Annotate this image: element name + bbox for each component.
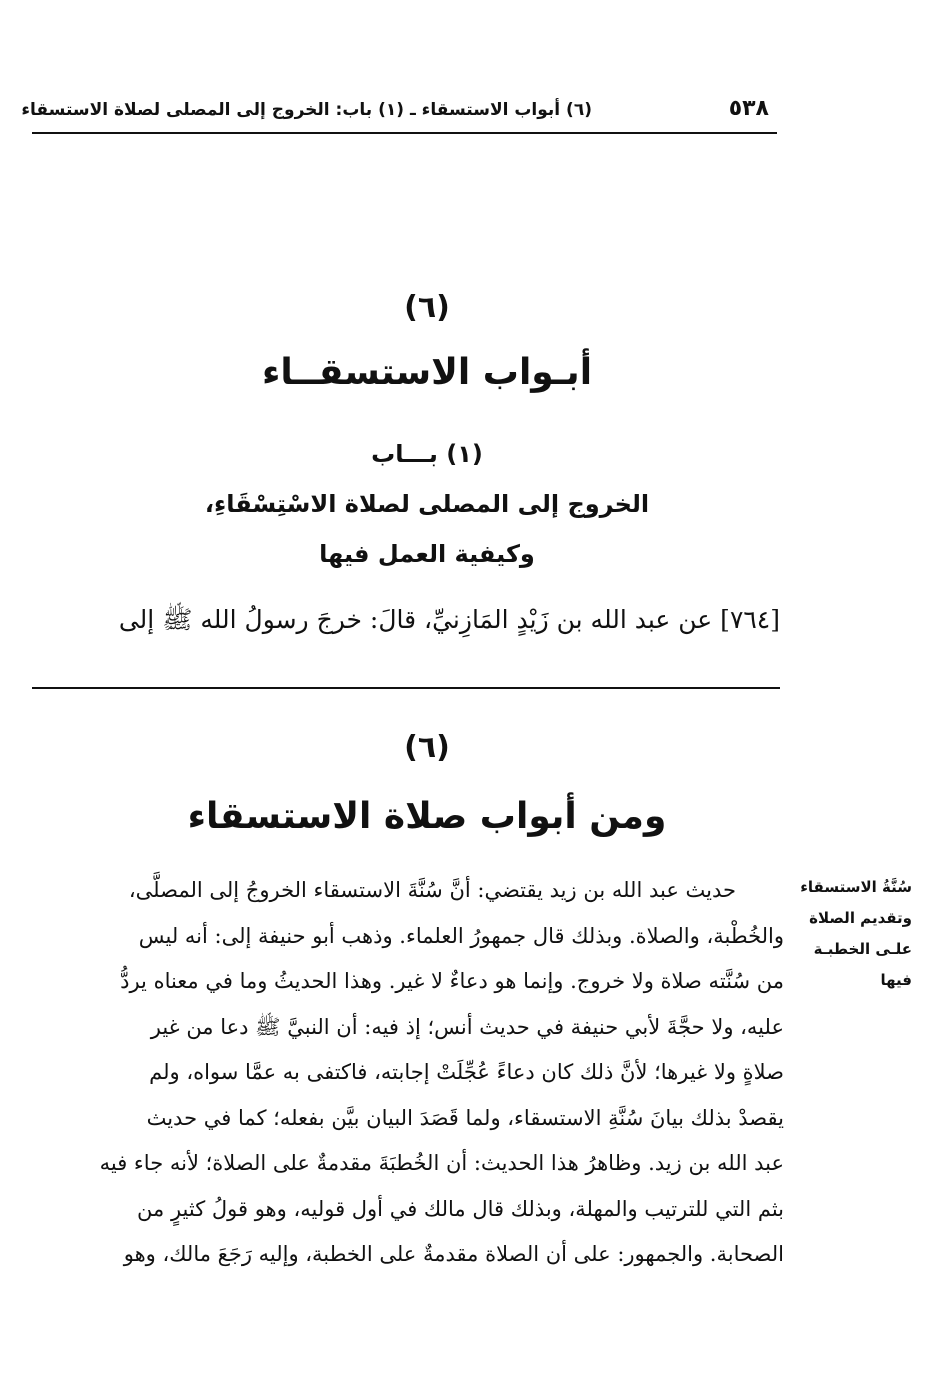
margin-note	[794, 872, 912, 996]
body-line: والخُطْبة، والصلاة. وبذلك قال جمهورُ العلماء. وذهب أبو حنيفة إلى: أنه ليس	[138, 923, 784, 948]
hadith-text: [٧٦٤] عن عبد الله بن زَيْدٍ المَازِنيِّ، قالَ: خرجَ رسولُ الله ﷺ إلى	[118, 605, 780, 634]
bab-title-line-1: الخروج إلى المصلى لصلاة الاسْتِسْقَاءِ،	[204, 490, 650, 518]
body-line: صلاةٍ ولا غيرها؛ لأنَّ ذلك كان دعاءً عُجِّلَتْ إجابته، فاكتفى به عمَّا سواه، ولم	[149, 1060, 784, 1084]
chapter-title: أبـواب الاستسقــاء	[261, 352, 593, 393]
margin-note-line: سُنَّةُ الاستسقاء	[800, 878, 912, 896]
commentary-body	[32, 868, 784, 1278]
margin-note-line: فيها	[880, 971, 912, 989]
section-divider	[32, 687, 780, 689]
margin-note-line: وتقديم الصلاة	[809, 909, 912, 927]
page-header	[21, 92, 777, 134]
body-line: حديث عبد الله بن زيد يقتضي: أنَّ سُنَّةَ الاستسقاء الخروجُ إلى المصلَّى،	[128, 878, 736, 902]
body-line: عليه، ولا حجَّةَ لأبي حنيفة في حديث أنس؛ إذ فيه: أن النبيَّ ﷺ دعا من غير	[150, 1014, 784, 1039]
body-line: بثم التي للترتيب والمهلة، وبذلك قال مالك في أول قوليه، وهو قولُ كثيرٍ من	[137, 1196, 784, 1221]
commentary-chapter-number: (٦)	[404, 730, 450, 765]
body-line: يقصدْ بذلك بيانَ سُنَّةِ الاستسقاء، ولما قَصَدَ البيان بيَّن بفعله؛ كما في حديث	[146, 1105, 784, 1130]
chapter-number: (٦)	[404, 290, 450, 325]
commentary-chapter-title: ومن أبواب صلاة الاستسقاء	[187, 796, 667, 837]
body-line: من سُنَّته صلاة ولا خروج. وإنما هو دعاءٌ لا غير. وهذا الحديثُ وما في معناه يردُّ	[120, 969, 784, 993]
margin-note-line: علـى الخطبـة	[813, 940, 912, 958]
bab-heading: (١) بـــاب	[371, 440, 483, 468]
body-line: عبد الله بن زيد. وظاهرُ هذا الحديث: أن الخُطبَةَ مقدمةٌ على الصلاة؛ لأنه جاء فيه	[99, 1151, 784, 1175]
page-number: ٥٣٨	[728, 96, 769, 121]
body-line: الصحابة. والجمهور: على أن الصلاة مقدمةٌ على الخطبة، وإليه رَجَعَ مالك، وهو	[123, 1242, 784, 1266]
bab-title-line-2: وكيفية العمل فيها	[319, 540, 535, 568]
running-title: (٦) أبواب الاستسقاء ـ (١) باب: الخروج إلى المصلى لصلاة الاستسقاء	[21, 100, 592, 120]
